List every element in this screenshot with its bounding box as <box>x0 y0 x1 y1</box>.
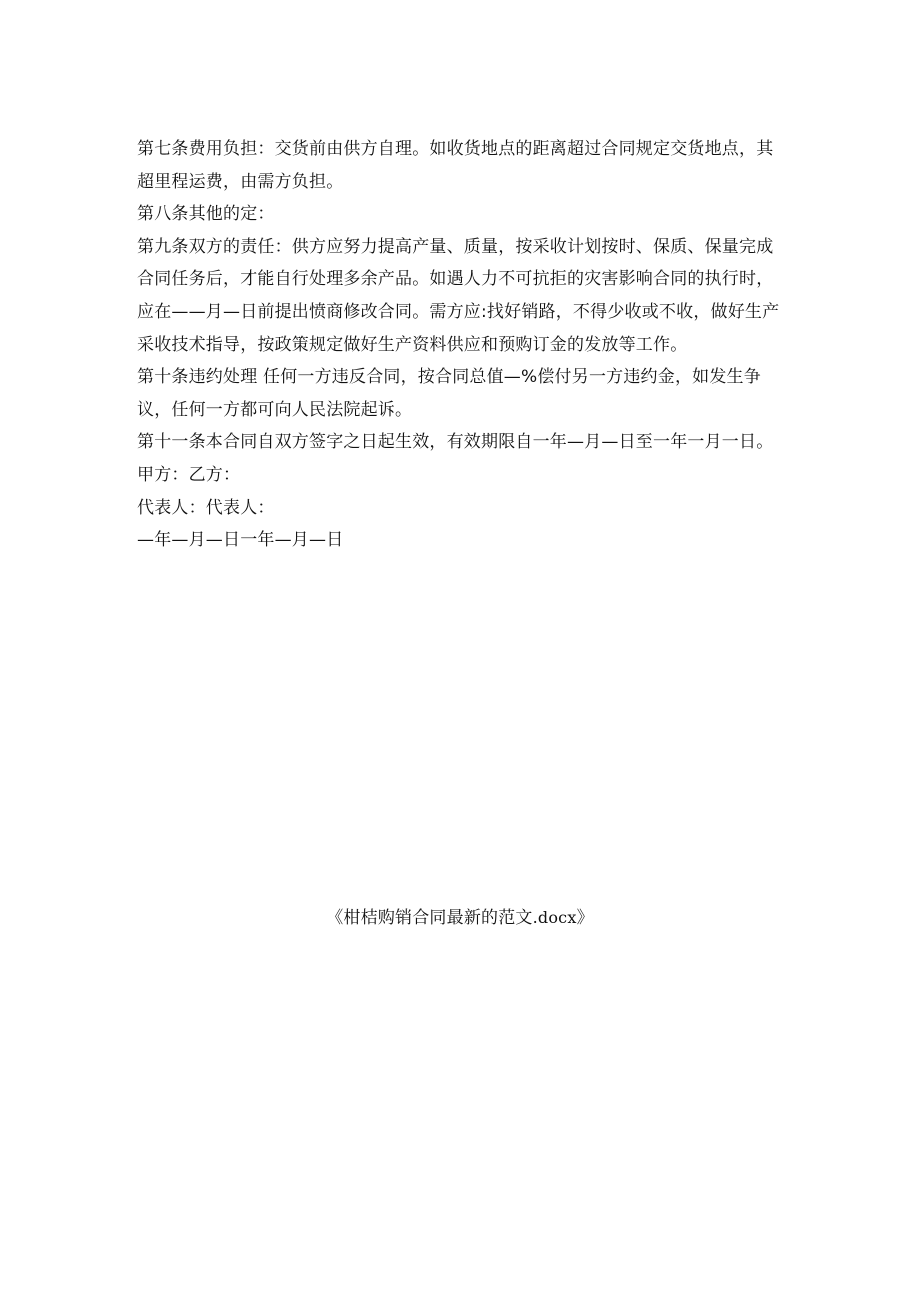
document-body <box>137 133 787 557</box>
title-open-mark: 《 <box>326 908 344 928</box>
clause-11-paragraph: 第十一条本合同自双方签字之日起生效，有效期限自一年—月—日至一年一月一日。 <box>137 432 774 453</box>
party-line: 甲方：乙方： <box>137 464 241 485</box>
clause-10-paragraph: 第十条违约处理 任何一方违反合同，按合同总值—%偿付另一方违约金，如发生争议，任何一方都可向人民法院起诉。 <box>137 367 761 420</box>
document-file-title <box>0 904 920 932</box>
title-text: 柑桔购销合同最新的范文 <box>343 908 533 928</box>
representative-line: 代表人：代表人： <box>137 497 275 518</box>
title-extension: .docx <box>532 908 577 927</box>
clause-9-paragraph: 第九条双方的责任：供方应努力提高产量、质量，按采收计划按时、保质、保量完成合同任务后，才能自行处理多余产品。如遇人力不可抗拒的灾害影响合同的执行时，应在——月—日前提出愤商修改合同。需方应:找好销路，不得少收或不收，做好生产采收技术指导，按政策规定做好生产资料供应和预购订金的发放等工作。 <box>137 236 780 355</box>
date-line: —年—月—日一年—月—日 <box>137 530 344 551</box>
title-close-mark: 》 <box>576 908 594 928</box>
clause-8-paragraph: 第八条其他的定： <box>137 204 275 225</box>
clause-7-paragraph: 第七条费用负担：交货前由供方自理。如收货地点的距离超过合同规定交货地点，其超里程运费，由需方负担。 <box>137 139 774 192</box>
